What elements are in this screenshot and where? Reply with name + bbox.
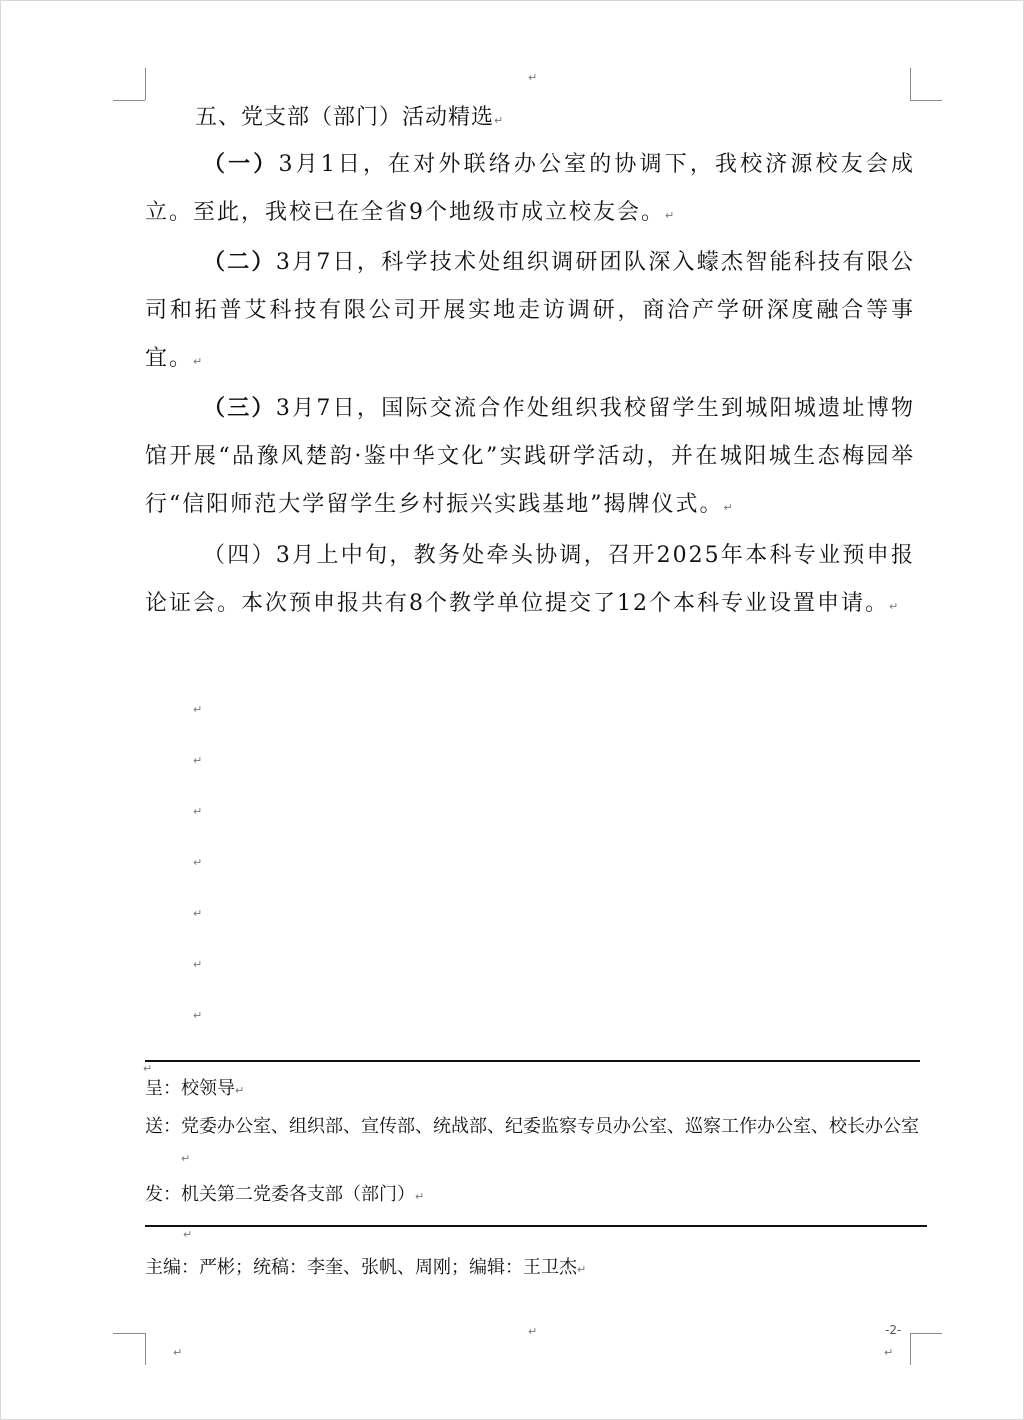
- cheng-text: 校领导↵: [181, 1078, 245, 1099]
- paragraph-1: [145, 140, 915, 240]
- crop-mark-top-right-h: [910, 100, 942, 101]
- crop-mark-bottom-left-h: [113, 1333, 145, 1334]
- footer-right-paragraph-mark: ↵: [884, 1346, 894, 1359]
- paragraph-number: （四）: [203, 543, 276, 568]
- paragraph-mark: ↵: [193, 355, 203, 368]
- distribution-row-song: [145, 1112, 925, 1174]
- distribution-bottom-rule: [145, 1225, 927, 1227]
- empty-paragraph-mark: ↵: [193, 856, 203, 869]
- editor-credits: [145, 1253, 586, 1279]
- empty-paragraph-mark: ↵: [193, 907, 203, 920]
- crop-mark-top-left-h: [113, 100, 145, 101]
- paragraph-mark: ↵: [415, 1190, 425, 1203]
- paragraph-2: [145, 238, 915, 386]
- paragraph-text: 3月上中旬，教务处牵头协调，召开2025年本科专业预申报论证会。本次预申报共有8个教学单位提交了12个本科专业设置申请。: [145, 543, 915, 616]
- empty-paragraph-mark: ↵: [193, 754, 203, 767]
- header-paragraph-mark: ↵: [528, 71, 538, 84]
- paragraph-mark: ↵: [723, 501, 733, 514]
- paragraph-mark: ↵: [494, 114, 504, 127]
- footer-paragraph-mark: ↵: [528, 1325, 538, 1338]
- crop-mark-bottom-right-h: [910, 1333, 942, 1334]
- paragraph-mark: ↵: [577, 1263, 587, 1276]
- crop-mark-bottom-right-v: [910, 1333, 911, 1365]
- distribution-row-fa: [145, 1180, 925, 1212]
- fa-label: 发：: [145, 1184, 181, 1205]
- fa-text: 机关第二党委各支部（部门）↵: [181, 1184, 425, 1205]
- paragraph-text: 3月7日，科学技术处组织调研团队深入蠓杰智能科技有限公司和拓普艾科技有限公司开展实地走访调研，商洽产学研深度融合等事宜。: [145, 250, 915, 371]
- song-text: 党委办公室、组织部、宣传部、统战部、纪委监察专员办公室、巡察工作办公室、校长办公室↵: [181, 1116, 919, 1165]
- crop-mark-top-right-v: [910, 68, 911, 100]
- paragraph-3: [145, 384, 915, 532]
- page-number: -2-: [885, 1323, 902, 1337]
- footer-left-paragraph-mark: ↵: [173, 1346, 183, 1359]
- paragraph-mark: ↵: [235, 1084, 245, 1097]
- section-heading: [195, 100, 503, 131]
- paragraph-mark: ↵: [665, 209, 675, 222]
- empty-paragraph-mark: ↵: [193, 805, 203, 818]
- crop-mark-bottom-left-v: [145, 1333, 146, 1365]
- paragraph-text: 3月7日，国际交流合作处组织我校留学生到城阳城遗址博物馆开展“品豫风楚韵·鉴中华文化”实践研学活动，并在城阳城生态梅园举行“信阳师范大学留学生乡村振兴实践基地”揭牌仪式。: [145, 396, 915, 517]
- section-heading-text: 五、党支部（部门）活动精选: [195, 105, 495, 130]
- paragraph-number: （二）: [203, 249, 276, 275]
- paragraph-mark: ↵: [181, 1152, 191, 1165]
- paragraph-mark: ↵: [889, 600, 899, 613]
- empty-paragraph-mark: ↵: [193, 958, 203, 971]
- distribution-top-rule: [145, 1060, 920, 1062]
- paragraph-number: （三）: [203, 395, 276, 421]
- song-label: 送：: [145, 1116, 181, 1137]
- paragraph-number: （一）: [203, 151, 279, 177]
- paragraph-4: [145, 532, 915, 631]
- distribution-list: [145, 1074, 925, 1212]
- empty-paragraph-mark: ↵: [193, 703, 203, 716]
- paragraph-text: 3月1日，在对外联络办公室的协调下，我校济源校友会成立。至此，我校已在全省9个地级市成立校友会。: [145, 152, 915, 225]
- distribution-row-cheng: [145, 1074, 925, 1106]
- crop-mark-top-left-v: [145, 68, 146, 100]
- rule-paragraph-mark: ↵: [183, 1228, 193, 1241]
- cheng-label: 呈：: [145, 1078, 181, 1099]
- rule-paragraph-mark: ↵: [143, 1062, 153, 1075]
- editor-credits-text: 主编：严彬；统稿：李奎、张帆、周刚；编辑：王卫杰: [145, 1257, 577, 1278]
- empty-paragraph-mark: ↵: [193, 1009, 203, 1022]
